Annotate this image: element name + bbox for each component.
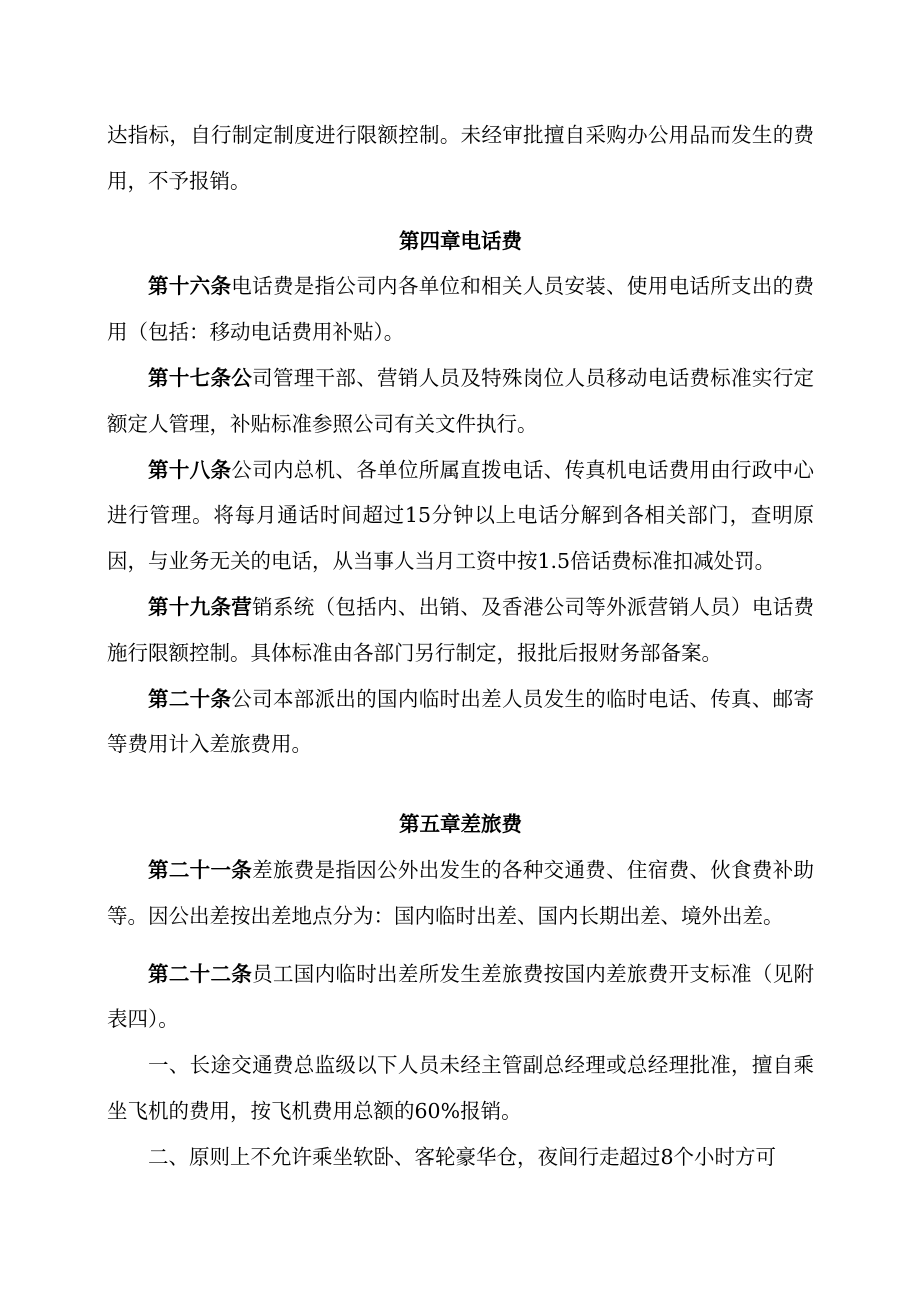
article-19-number: 第十九条营	[148, 594, 253, 619]
article-22	[107, 952, 814, 1044]
article-21	[107, 848, 814, 940]
article-17-text: 司管理干部、营销人员及特殊岗位人员移动电话费标准实行定额定人管理，补贴标准参照公司有关文件执行。	[107, 365, 815, 436]
article-22-text: 员工国内临时出差所发生差旅费按国内差旅费开支标准（见附表四）。	[107, 961, 815, 1032]
article-19-text: 销系统（包括内、出销、及香港公司等外派营销人员）电话费施行限额控制。具体标准由各部门另行制定，报批后报财务部备案。	[107, 594, 815, 665]
item-1: 一、长途交通费总监级以下人员未经主管副总经理或总经理批准，擅自乘坐飞机的费用，按飞机费用总额的60%报销。	[107, 1053, 814, 1123]
article-18	[107, 448, 814, 585]
chapter-4-title: 第四章电话费	[399, 228, 522, 253]
article-18-text: 公司内总机、各单位所属直拨电话、传真机电话费用由行政中心进行管理。将每月通话时间超过15分钟以上电话分解到各相关部门，查明原因，与业务无关的电话，从当事人当月工资中按1.5倍话费标准扣减处罚。	[107, 457, 815, 574]
article-20-number: 第二十条	[148, 686, 232, 711]
article-18-number: 第十八条	[148, 457, 232, 482]
item-2: 二、原则上不允许乘坐软卧、客轮豪华仓，夜间行走超过8个小时方可	[148, 1144, 777, 1169]
article-16-number: 第十六条	[148, 274, 232, 299]
article-22-number: 第二十二条	[148, 961, 253, 986]
article-20	[107, 677, 814, 769]
document-body	[107, 113, 814, 1181]
chapter-5-title: 第五章差旅费	[399, 812, 522, 837]
article-21-text: 差旅费是指因公外出发生的各种交通费、住宿费、伙食费补助等。因公出差按出差地点分为：国内临时出差、国内长期出差、境外出差。	[107, 857, 815, 928]
article-20-text: 公司本部派出的国内临时出差人员发生的临时电话、传真、邮寄等费用计入差旅费用。	[107, 686, 815, 757]
article-17-number: 第十七条公	[148, 365, 253, 390]
article-16	[107, 264, 814, 356]
article-19	[107, 585, 814, 677]
article-17	[107, 356, 814, 448]
article-16-text: 电话费是指公司内各单位和相关人员安装、使用电话所支出的费用（包括：移动电话费用补贴）。	[107, 274, 815, 345]
article-21-number: 第二十一条	[148, 857, 253, 882]
continuation-paragraph: 达指标，自行制定制度进行限额控制。未经审批擅自采购办公用品而发生的费用，不予报销。	[107, 123, 814, 193]
